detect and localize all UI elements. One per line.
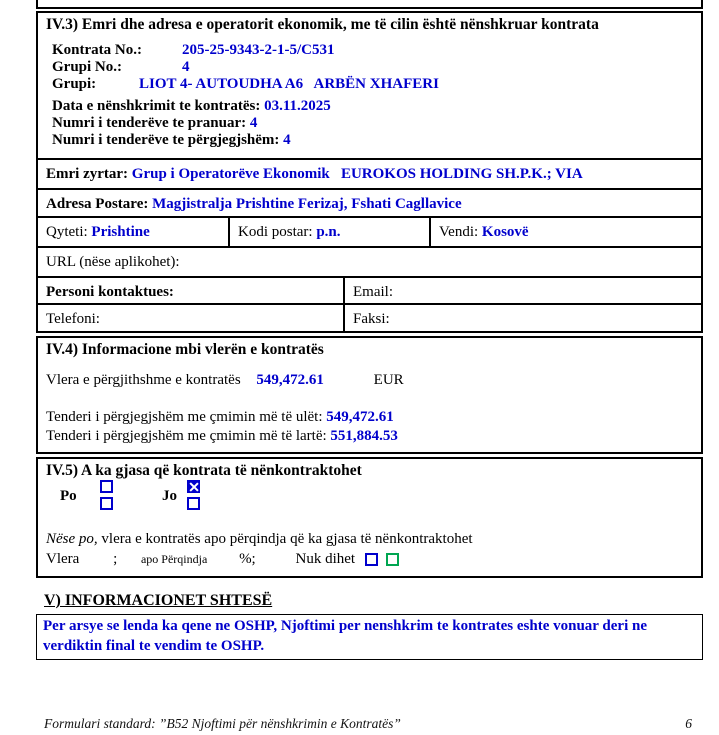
jo-label: Jo [162, 488, 177, 504]
field-tendere-pergjegjshem [52, 132, 701, 149]
faksi-label: Faksi: [353, 311, 390, 327]
contract-total-value: 549,472.61 [256, 372, 324, 388]
highest-tender-label: Tenderi i përgjegjshëm me çmimin më të lartë: [46, 428, 327, 444]
vendi-value: Kosovë [481, 224, 529, 240]
grupi-no-label: Grupi No.: [52, 59, 123, 75]
percent-label: %; [239, 551, 256, 567]
kodi-postar-value: p.n. [316, 224, 341, 240]
nuk-dihet-label: Nuk dihet [295, 551, 356, 567]
field-tendere-pranuar [52, 115, 701, 132]
kodi-postar-label: Kodi postar: [238, 224, 313, 240]
field-grupi [52, 76, 701, 93]
kontrata-no-value: 205-25-9343-2-1-5/C531 [182, 42, 335, 58]
row-telefoni-faksi [36, 303, 703, 333]
jo-checkbox-top[interactable] [187, 480, 200, 493]
contract-total-label: Vlera e përgjithshme e kontratës [46, 372, 241, 388]
nuk-dihet-checkbox-blue[interactable] [365, 553, 378, 566]
po-label: Po [60, 488, 77, 504]
row-qyteti-kodi-vendi [36, 216, 703, 248]
cell-vendi [431, 218, 701, 246]
lowest-tender-value: 549,472.61 [326, 409, 394, 425]
url-label: URL (nëse aplikohet): [46, 254, 180, 270]
po-checkbox-top[interactable] [100, 480, 113, 493]
personi-kontaktues-label: Personi kontaktues: [46, 284, 174, 300]
cell-personi-kontaktues [38, 278, 345, 303]
currency-label: EUR [373, 372, 404, 388]
adresa-postare-value: Magjistralja Prishtine Ferizaj, Fshati Cagllavice [152, 196, 462, 212]
table-top-remnant [36, 0, 703, 9]
section-iv4-title: IV.4) Informacione mbi vlerën e kontratës [46, 341, 324, 358]
row-url [36, 246, 703, 278]
contract-total-line [46, 372, 701, 389]
additional-info-note: Per arsye se lenda ka qene ne OSHP, Njoftimi per nenshkrim te kontrates eshte vonuar deri ne verdiktin final te vendim te OSHP. [36, 614, 703, 660]
footer-form-name: Formulari standard: ”B52 Njoftimi për nënshkrimin e Kontratës” [44, 716, 401, 731]
po-checkbox-bottom[interactable] [100, 497, 113, 510]
if-yes-line [46, 530, 701, 549]
section-iv4 [36, 336, 703, 454]
emri-zyrtar-label: Emri zyrtar: [46, 166, 129, 182]
lowest-tender-label: Tenderi i përgjegjshëm me çmimin më të ulët: [46, 409, 323, 425]
grupi-label: Grupi: [52, 76, 97, 92]
cell-email [345, 278, 701, 303]
row-emri-zyrtar [36, 158, 703, 190]
jo-checkbox-group [187, 480, 200, 510]
section-iv3-inline-fields [52, 98, 701, 149]
field-grupi-no [52, 59, 701, 76]
highest-tender-line [46, 427, 701, 446]
data-nenshkrimit-value: 03.11.2025 [264, 98, 331, 114]
section-iv3-title: IV.3) Emri dhe adresa e operatorit ekonomik, me të cilin është nënshkruar kontrata [46, 16, 599, 33]
tendere-pergjegjshem-label: Numri i tenderëve te përgjegjshëm: [52, 132, 280, 148]
emri-zyrtar-value: Grup i Operatorëve Ekonomik EUROKOS HOLDING SH.P.K.; VIA [131, 166, 583, 182]
apo-perqindja-label: apo Përqindja [140, 552, 208, 566]
qyteti-label: Qyteti: [46, 224, 88, 240]
tendere-pranuar-label: Numri i tenderëve te pranuar: [52, 115, 247, 131]
tender-price-lines [46, 408, 701, 446]
email-label: Email: [353, 284, 393, 300]
vlera-line [46, 549, 701, 569]
data-nenshkrimit-label: Data e nënshkrimit te kontratës: [52, 98, 261, 114]
cell-faksi [345, 305, 701, 331]
po-checkbox-group [100, 480, 113, 510]
row-personi-email [36, 276, 703, 305]
vlera-label: Vlera [46, 551, 80, 567]
semicolon-text: ; [113, 551, 118, 567]
nuk-dihet-checkbox-green[interactable] [386, 553, 399, 566]
section-iv5-title: IV.5) A ka gjasa që kontrata të nënkontraktohet [46, 462, 362, 479]
section-iv3 [36, 11, 703, 160]
kontrata-no-label: Kontrata No.: [52, 42, 142, 58]
telefoni-label: Telefoni: [46, 311, 100, 327]
if-yes-rest: vlera e kontratës apo përqindja që ka gjasa të nënkontraktohet [97, 531, 473, 547]
section-v-title: V) INFORMACIONET SHTESË [44, 592, 273, 609]
subcontract-choice-row [38, 480, 701, 520]
tendere-pergjegjshem-value: 4 [283, 132, 291, 148]
tendere-pranuar-value: 4 [249, 115, 258, 131]
highest-tender-value: 551,884.53 [330, 428, 398, 444]
cell-kodi-postar [230, 218, 431, 246]
adresa-postare-label: Adresa Postare: [46, 196, 149, 212]
lowest-tender-line [46, 408, 701, 427]
field-kontrata-no [52, 42, 701, 59]
field-data-nenshkrimit [52, 98, 701, 115]
grupi-value: LIOT 4- AUTOUDHA A6 ARBËN XHAFERI [139, 76, 439, 92]
qyteti-value: Prishtine [91, 224, 150, 240]
cell-telefoni [38, 305, 345, 331]
page-number: 6 [685, 716, 692, 731]
if-yes-italic: Nëse po, [46, 531, 98, 547]
row-adresa-postare [36, 188, 703, 218]
section-iv3-fields [52, 42, 701, 93]
grupi-no-value: 4 [182, 59, 190, 75]
section-iv5 [36, 457, 703, 578]
vendi-label: Vendi: [439, 224, 479, 240]
jo-checkbox-bottom[interactable] [187, 497, 200, 510]
page-footer [44, 716, 704, 732]
cell-qyteti [38, 218, 230, 246]
